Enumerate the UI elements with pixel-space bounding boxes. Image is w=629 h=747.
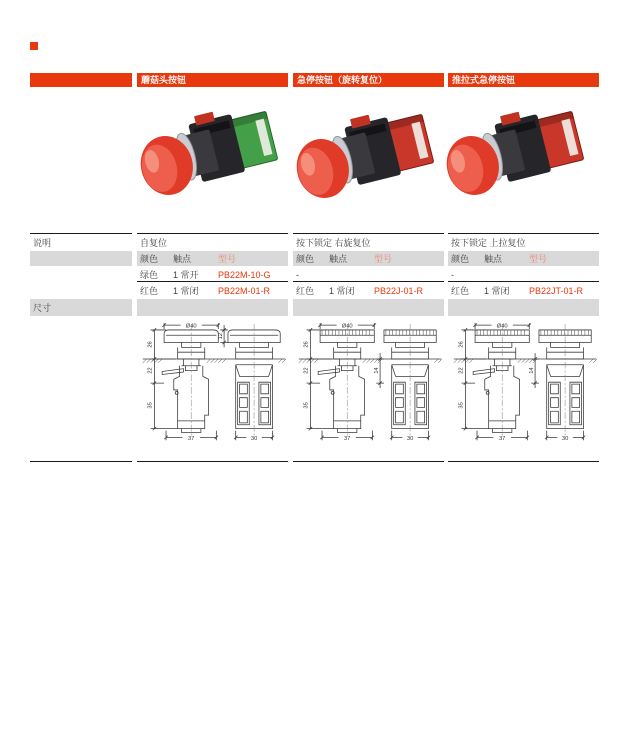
- spec-header-row: [293, 251, 444, 266]
- svg-text:12: 12: [218, 332, 225, 340]
- category-bar-blank: [30, 73, 132, 87]
- category-bar-estop-pull: 推拉式急停按钮: [448, 73, 599, 87]
- svg-text:37: 37: [498, 435, 506, 442]
- dimension-drawing-estop-pull: [448, 320, 599, 460]
- spec-header-contact: 触点: [329, 254, 348, 264]
- svg-text:26: 26: [303, 341, 310, 348]
- spec-model: PB22JT-01-R: [529, 285, 584, 296]
- spec-color: -: [296, 269, 299, 280]
- svg-text:37: 37: [187, 435, 195, 442]
- svg-text:30: 30: [561, 435, 569, 442]
- spec-header-contact: 触点: [484, 254, 503, 264]
- spec-row: [293, 267, 444, 282]
- spec-contact: 1 常闭: [329, 286, 355, 296]
- svg-text:30: 30: [406, 435, 414, 442]
- svg-text:22: 22: [147, 367, 154, 374]
- product-photo-estop-pull: [444, 99, 595, 227]
- svg-text:14: 14: [374, 367, 381, 374]
- svg-text:22: 22: [303, 367, 310, 374]
- svg-text:35: 35: [458, 402, 465, 409]
- spec-header-color: 颜色: [451, 254, 470, 264]
- spec-contact: 1 常闭: [484, 286, 510, 296]
- spec-model: PB22M-01-R: [218, 285, 271, 296]
- reset-mode-mushroom: 自复位: [140, 237, 168, 248]
- spec-model: PB22J-01-R: [374, 285, 424, 296]
- page-section-marker: [30, 42, 38, 50]
- spec-header-spacer: [30, 251, 132, 266]
- table-border-bottom: [293, 461, 444, 462]
- product-photo-mushroom: [138, 99, 289, 227]
- dims-row-spacer: [137, 299, 288, 316]
- svg-text:Ø40: Ø40: [185, 323, 197, 330]
- dims-row-label: 尺寸: [30, 299, 132, 316]
- spec-contact: 1 常闭: [173, 286, 199, 296]
- product-photo-estop-twist: [294, 102, 445, 230]
- spec-model: PB22M-10-G: [218, 269, 271, 280]
- spec-row: [137, 267, 288, 282]
- spec-color: 红色: [451, 286, 470, 296]
- svg-text:37: 37: [343, 435, 351, 442]
- table-border-bottom: [30, 461, 132, 462]
- spec-contact: 1 常开: [173, 270, 199, 280]
- dimension-drawing-mushroom: [137, 320, 288, 460]
- table-border-bottom: [448, 461, 599, 462]
- svg-text:Ø40: Ø40: [341, 323, 353, 330]
- svg-text:Ø40: Ø40: [496, 323, 508, 330]
- svg-text:26: 26: [458, 341, 465, 348]
- spec-header-row: [137, 251, 288, 266]
- spec-header-row: [448, 251, 599, 266]
- desc-row-label: 说明: [33, 237, 52, 248]
- svg-text:22: 22: [458, 367, 465, 374]
- reset-mode-estop-twist: 按下锁定 右旋复位: [296, 237, 371, 248]
- spec-header-model: 型号: [374, 254, 393, 264]
- spec-header-color: 颜色: [140, 254, 159, 264]
- dims-row-spacer: [293, 299, 444, 316]
- spec-header-color: 颜色: [296, 254, 315, 264]
- spec-header-model: 型号: [529, 254, 548, 264]
- spec-color: -: [451, 269, 454, 280]
- dimension-drawing-estop-twist: [293, 320, 444, 460]
- table-border-bottom: [137, 461, 288, 462]
- reset-mode-estop-pull: 按下锁定 上拉复位: [451, 237, 526, 248]
- spec-row: [448, 283, 599, 298]
- spec-header-contact: 触点: [173, 254, 192, 264]
- spec-color: 绿色: [140, 270, 159, 280]
- category-bar-mushroom: 蘑菇头按钮: [137, 73, 288, 87]
- dims-row-spacer: [448, 299, 599, 316]
- svg-text:35: 35: [147, 402, 154, 409]
- spec-color: 红色: [140, 286, 159, 296]
- spec-color: 红色: [296, 286, 315, 296]
- svg-text:14: 14: [529, 367, 536, 374]
- spec-row: [448, 267, 599, 282]
- spec-row: [137, 283, 288, 298]
- svg-text:35: 35: [303, 402, 310, 409]
- category-bar-estop-twist: 急停按钮（旋转复位）: [293, 73, 444, 87]
- svg-text:26: 26: [147, 341, 154, 348]
- svg-text:30: 30: [250, 435, 258, 442]
- spec-row: [293, 283, 444, 298]
- spec-header-model: 型号: [218, 254, 237, 264]
